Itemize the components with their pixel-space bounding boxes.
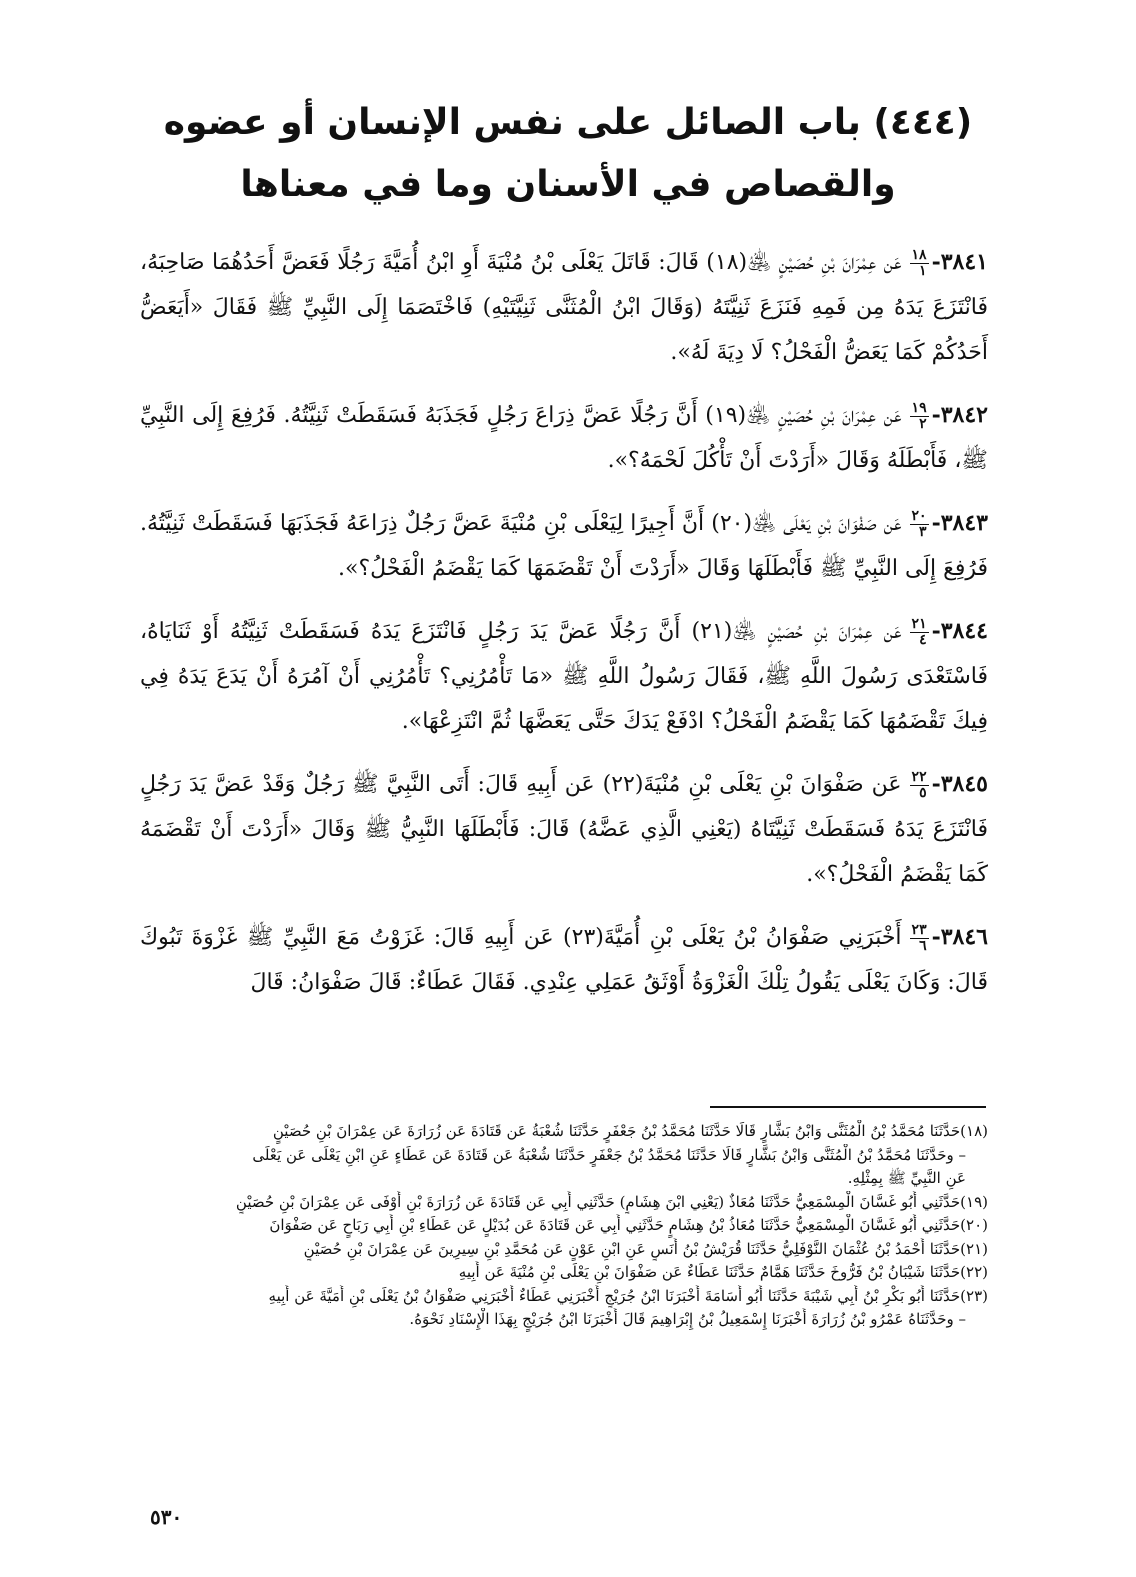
cross-reference [910,770,929,801]
footnote: (٢١)حَدَّثَنَا أَحْمَدُ بْنُ عُثْمَانَ النَّوْفَلِيُّ حَدَّثَنَا قُرَيْشُ بْنُ أَنَسٍ عَنِ ابْنِ عَوْنٍ عَن مُحَمَّدِ بْنِ سِيرِينَ عَن عِمْرَانَ بْنِ حُصَيْنٍ [303,1239,988,1258]
hadith-text: عَن عِمْرَانَ بْنِ حُصَيْنٍ ﵁(١٨) قَالَ: قَاتَلَ يَعْلَى بْنُ مُنْيَةَ أَوِ ابْنُ أُمَيَّةَ رَجُلًا فَعَضَّ أَحَدُهُمَا صَاحِبَهُ، فَانْتَزَعَ يَدَهُ مِن فَمِهِ فَنَزَعَ ثَنِيَّتَهُ (وَقَالَ ابْنُ الْمُثَنَّى ثَنِيَّتَيْهِ) فَاخْتَصَمَا إِلَى النَّبِيِّ ﷺ فَقَالَ «أَيَعَضُّ أَحَدُكُمْ كَمَا يَعَضُّ الْفَحْلُ؟ لَا دِيَةَ لَهُ». [140,250,988,365]
cross-reference-bottom: ٢ [919,415,927,432]
chapter-title [120,92,1016,216]
chapter-title-line-1: (٤٤٤) باب الصائل على نفس الإنسان أو عضوه [163,102,973,143]
footnote: – وحَدَّثَنَا مُحَمَّدُ بْنُ الْمُثَنَّى وَابْنُ بَشَّارٍ قَالَا حَدَّثَنَا مُحَمَّدُ بْنُ جَعْفَرٍ حَدَّثَنَا شُعْبَةُ عَن قَتَادَةَ عَن عَطَاءٍ عَنِ ابْنِ يَعْلَى عَن يَعْلَى [252,1145,966,1164]
cross-reference-bottom: ٦ [919,937,927,954]
hadith-number: ٣٨٤٥- [931,771,988,797]
page-number: ٥٣٠ [150,1505,183,1529]
hadith-number: ٣٨٤٣- [931,510,988,536]
cross-reference-top: ٢٣ [911,921,927,938]
hadith-paragraph [140,915,988,1005]
footnotes [176,1120,988,1332]
footnote: (٢٣)حَدَّثَنَا أَبُو بَكْرِ بْنُ أَبِي شَيْبَةَ حَدَّثَنَا أَبُو أُسَامَةَ أَخْبَرَنَا ابْنُ جُرَيْجٍ أَخْبَرَنِي عَطَاءٌ أَخْبَرَنِي صَفْوَانُ بْنُ يَعْلَى بْنِ أُمَيَّةَ عَن أَبِيهِ [268,1286,988,1305]
cross-reference-bottom: ٣ [919,523,927,540]
footnote: عَنِ النَّبِيِّ ﷺ بِمِثْلِهِ. [847,1169,966,1187]
footnote: (١٨)حَدَّثَنَا مُحَمَّدُ بْنُ الْمُثَنَّى وَابْنُ بَشَّارٍ قَالَا حَدَّثَنَا مُحَمَّدُ بْنُ جَعْفَرٍ حَدَّثَنَا شُعْبَةُ عَن قَتَادَةَ عَن زُرَارَةَ عَن عِمْرَانَ بْنِ حُصَيْنٍ [272,1122,988,1140]
hadith-text: أَخْبَرَنِي صَفْوَانُ بْنُ يَعْلَى بْنِ أُمَيَّةَ(٢٣) عَن أَبِيهِ قَالَ: غَزَوْتُ مَعَ النَّبِيِّ ﷺ غَزْوَةَ تَبُوكَ قَالَ: وَكَانَ يَعْلَى يَقُولُ تِلْكَ الْغَزْوَةُ أَوْثَقُ عَمَلِي عِنْدِي. فَقَالَ عَطَاءٌ: قَالَ صَفْوَانُ: قَالَ [140,925,988,995]
cross-reference-top: ٢٢ [911,768,927,785]
hadith-list [140,240,988,1023]
cross-reference-top: ١٩ [911,399,927,416]
hadith-number: ٣٨٤٢- [931,402,988,428]
hadith-text: عَن عِمْرَانَ بْنِ حُصَيْنٍ ﵁(١٩) أَنَّ رَجُلًا عَضَّ ذِرَاعَ رَجُلٍ فَجَذَبَهُ فَسَقَطَتْ ثَنِيَّتُهُ. فَرُفِعَ إِلَى النَّبِيِّ ﷺ، فَأَبْطَلَهُ وَقَالَ «أَرَدْتَ أَنْ تَأْكُلَ لَحْمَهُ؟». [140,403,988,473]
cross-reference-top: ١٨ [911,246,927,263]
hadith-text: عَن صَفْوَانَ بْنِ يَعْلَى بْنِ مُنْيَةَ(٢٢) عَن أَبِيهِ قَالَ: أَتَى النَّبِيَّ ﷺ رَجُلٌ وَقَدْ عَضَّ يَدَ رَجُلٍ فَانْتَزَعَ يَدَهُ فَسَقَطَتْ ثَنِيَّتَاهُ (يَعْنِي الَّذِي عَضَّهُ) قَالَ: فَأَبْطَلَهَا النَّبِيُّ ﷺ وَقَالَ «أَرَدْتَ أَنْ تَقْضَمَهُ كَمَا يَقْضَمُ الْفَحْلُ؟». [140,772,988,887]
footnote: – وحَدَّثَنَاهُ عَمْرُو بْنُ زُرَارَةَ أَخْبَرَنَا إِسْمَعِيلُ بْنُ إِبْرَاهِيمَ قَالَ أَخْبَرَنَا ابْنُ جُرَيْجٍ بِهَذَا الْإِسْنَادِ نَحْوَهُ. [409,1310,966,1328]
hadith-number: ٣٨٤١- [931,249,988,275]
footnote: (٢٢)حَدَّثَنَا شَيْبَانُ بْنُ فَرُّوخَ حَدَّثَنَا هَمَّامٌ حَدَّثَنَا عَطَاءٌ عَن صَفْوَانَ بْنِ يَعْلَى بْنِ مُنْيَةَ عَن أَبِيهِ [458,1263,988,1281]
cross-reference-top: ٢٠ [911,507,927,524]
cross-reference-bottom: ١ [919,262,927,279]
hadith-text: عَن صَفْوَانَ بْنِ يَعْلَى ﵁(٢٠) أَنَّ أَجِيرًا لِيَعْلَى بْنِ مُنْيَةَ عَضَّ رَجُلٌ ذِرَاعَهُ فَجَذَبَهَا فَسَقَطَتْ ثَنِيَّتُهُ. فَرُفِعَ إِلَى النَّبِيِّ ﷺ فَأَبْطَلَهَا وَقَالَ «أَرَدْتَ أَنْ تَقْضَمَهَا كَمَا يَقْضَمُ الْفَحْلُ؟». [140,511,988,581]
cross-reference [910,617,929,648]
cross-reference-bottom: ٥ [919,784,927,801]
hadith-paragraph [140,501,988,591]
chapter-title-line-2: والقصاص في الأسنان وما في معناها [240,164,896,205]
footnote: (١٩)حَدَّثَنِي أَبُو غَسَّانَ الْمِسْمَعِيُّ حَدَّثَنَا مُعَاذٌ (يَعْنِي ابْنَ هِشَامٍ) حَدَّثَنِي أَبِي عَن قَتَادَةَ عَن زُرَارَةَ بْنِ أَوْفَى عَن عِمْرَانَ بْنِ حُصَيْنٍ [235,1192,988,1211]
cross-reference [910,923,929,954]
cross-reference [910,248,929,279]
hadith-number: ٣٨٤٦- [931,924,988,950]
cross-reference [910,509,929,540]
hadith-number: ٣٨٤٤- [931,618,988,644]
hadith-paragraph [140,609,988,744]
hadith-paragraph [140,393,988,483]
footnote-separator [710,1106,986,1108]
cross-reference [910,401,929,432]
cross-reference-top: ٢١ [911,615,927,632]
hadith-text: عَن عِمْرَانَ بْنِ حُصَيْنٍ ﵁(٢١) أَنَّ رَجُلًا عَضَّ يَدَ رَجُلٍ فَانْتَزَعَ يَدَهُ فَسَقَطَتْ ثَنِيَّتُهُ أَوْ ثَنَايَاهُ، فَاسْتَعْدَى رَسُولَ اللَّهِ ﷺ، فَقَالَ رَسُولُ اللَّهِ ﷺ «مَا تَأْمُرُنِي؟ تَأْمُرُنِي أَنْ آمُرَهُ أَنْ يَدَعَ يَدَهُ فِي فِيكَ تَقْضَمُهَا كَمَا يَقْضَمُ الْفَحْلُ؟ ادْفَعْ يَدَكَ حَتَّى يَعَضَّهَا ثُمَّ انْتَزِعْهَا». [140,619,988,734]
hadith-paragraph [140,762,988,897]
footnote: (٢٠)حَدَّثَنِي أَبُو غَسَّانَ الْمِسْمَعِيُّ حَدَّثَنَا مُعَاذُ بْنُ هِشَامٍ حَدَّثَنِي أَبِي عَن قَتَادَةَ عَن بُدَيْلٍ عَن عَطَاءِ بْنِ أَبِي رَبَاحٍ عَن صَفْوَانَ [269,1216,988,1234]
cross-reference-bottom: ٤ [919,631,927,648]
hadith-paragraph [140,240,988,375]
